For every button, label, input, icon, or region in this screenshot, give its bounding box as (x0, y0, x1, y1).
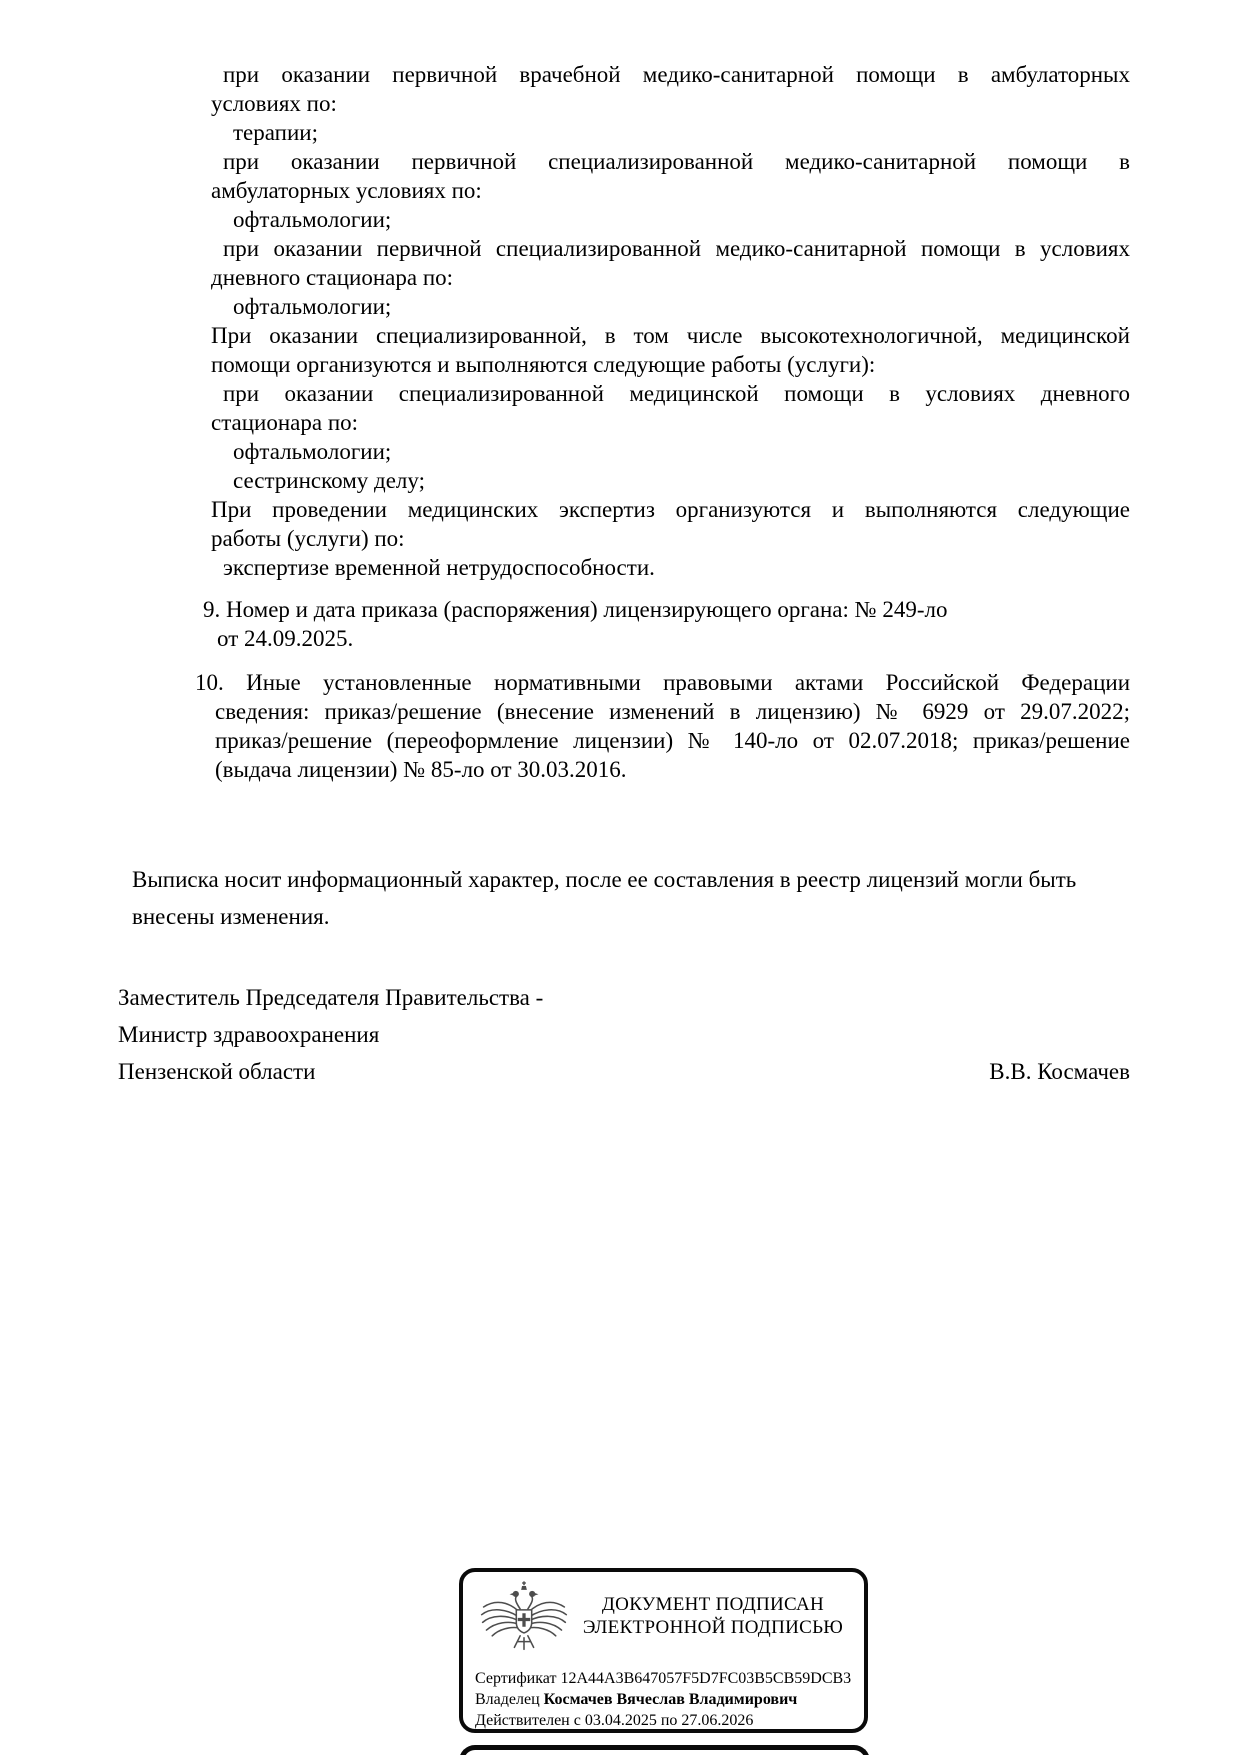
text-line: офтальмологии; (233, 294, 392, 319)
owner-label: Владелец (475, 1691, 540, 1708)
text-line: дневного стационара по: (211, 265, 454, 290)
text-line: (выдача лицензии) № 85-ло от 30.03.2016. (215, 757, 627, 782)
text-line: Выписка носит информационный характер, после ее составления в реестр лицензий могли быть (132, 867, 1077, 892)
signatory-region: Пензенской области (118, 1059, 316, 1084)
text-line: работы (услуги) по: (211, 526, 405, 551)
stamp-title (572, 1572, 864, 1657)
item-10-other-info (195, 668, 1130, 784)
signatory-title-line: Заместитель Председателя Правительства - (118, 985, 544, 1010)
text-line: При оказании специализированной, в том числе высокотехнологичной, медицинской (211, 323, 1130, 348)
text-line: офтальмологии; (233, 439, 392, 464)
stamp-owner-line (475, 1689, 864, 1710)
text-line: внесены изменения. (132, 904, 330, 929)
text-line: при оказании специализированной медицинской помощи в условиях дневного (223, 381, 1130, 406)
license-services-paragraphs (211, 60, 1130, 582)
text-line: приказ/решение (переоформление лицензии) № 140-ло от 02.07.2018; приказ/решение (215, 728, 1130, 753)
stamp-title-line2: ЭЛЕКТРОННОЙ ПОДПИСЬЮ (582, 1617, 844, 1638)
text-line: 10. Иные установленные нормативными правовыми актами Российской Федерации (195, 670, 1130, 695)
stamp-validity-line: Действителен с 03.04.2025 по 27.06.2026 (475, 1712, 754, 1729)
text-line: экспертизе временной нетрудоспособности. (223, 555, 655, 580)
text-line: стационара по: (211, 410, 359, 435)
next-stamp-top-edge (459, 1745, 870, 1755)
stamp-header-row (463, 1572, 864, 1657)
signatory-title-line (118, 1053, 1130, 1090)
text-line: 9. Номер и дата приказа (распоряжения) лицензирующего органа: № 249-ло (203, 597, 948, 622)
text-line: при оказании первичной врачебной медико-санитарной помощи в амбулаторных (223, 62, 1130, 87)
text-line: сведения: приказ/решение (внесение изменений в лицензию) № 6929 от 29.07.2022; (215, 699, 1130, 724)
signatory-title-line: Министр здравоохранения (118, 1022, 380, 1047)
text-line: амбулаторных условиях по: (211, 178, 482, 203)
stamp-details (463, 1668, 864, 1731)
signature-block (118, 979, 1130, 1090)
stamp-certificate-line (475, 1668, 864, 1689)
text-line: помощи организуются и выполняются следующие работы (услуги): (211, 352, 876, 377)
text-line: терапии; (233, 120, 318, 145)
owner-name: Космачев Вячеслав Владимирович (543, 1691, 798, 1708)
item-9-order-number (203, 595, 1130, 653)
electronic-signature-stamp (459, 1568, 868, 1733)
roszdravnadzor-double-eagle-icon (476, 1581, 572, 1657)
text-line: сестринскому делу; (233, 468, 425, 493)
text-line: при оказании первичной специализированной медико-санитарной помощи в (223, 149, 1130, 174)
text-line: от 24.09.2025. (217, 626, 354, 651)
text-line: При проведении медицинских экспертиз организуются и выполняются следующие (211, 497, 1130, 522)
certificate-value: 12A44A3B647057F5D7FC03B5CB59DCB3 (560, 1670, 852, 1687)
text-line: при оказании первичной специализированной медико-санитарной помощи в условиях (223, 236, 1130, 261)
stamp-title-line1: ДОКУМЕНТ ПОДПИСАН (601, 1594, 825, 1615)
text-line: офтальмологии; (233, 207, 392, 232)
informational-note (132, 861, 1127, 935)
certificate-label: Сертификат (475, 1670, 557, 1687)
text-line: условиях по: (211, 91, 337, 116)
signatory-name: В.В. Космачев (989, 1059, 1130, 1084)
